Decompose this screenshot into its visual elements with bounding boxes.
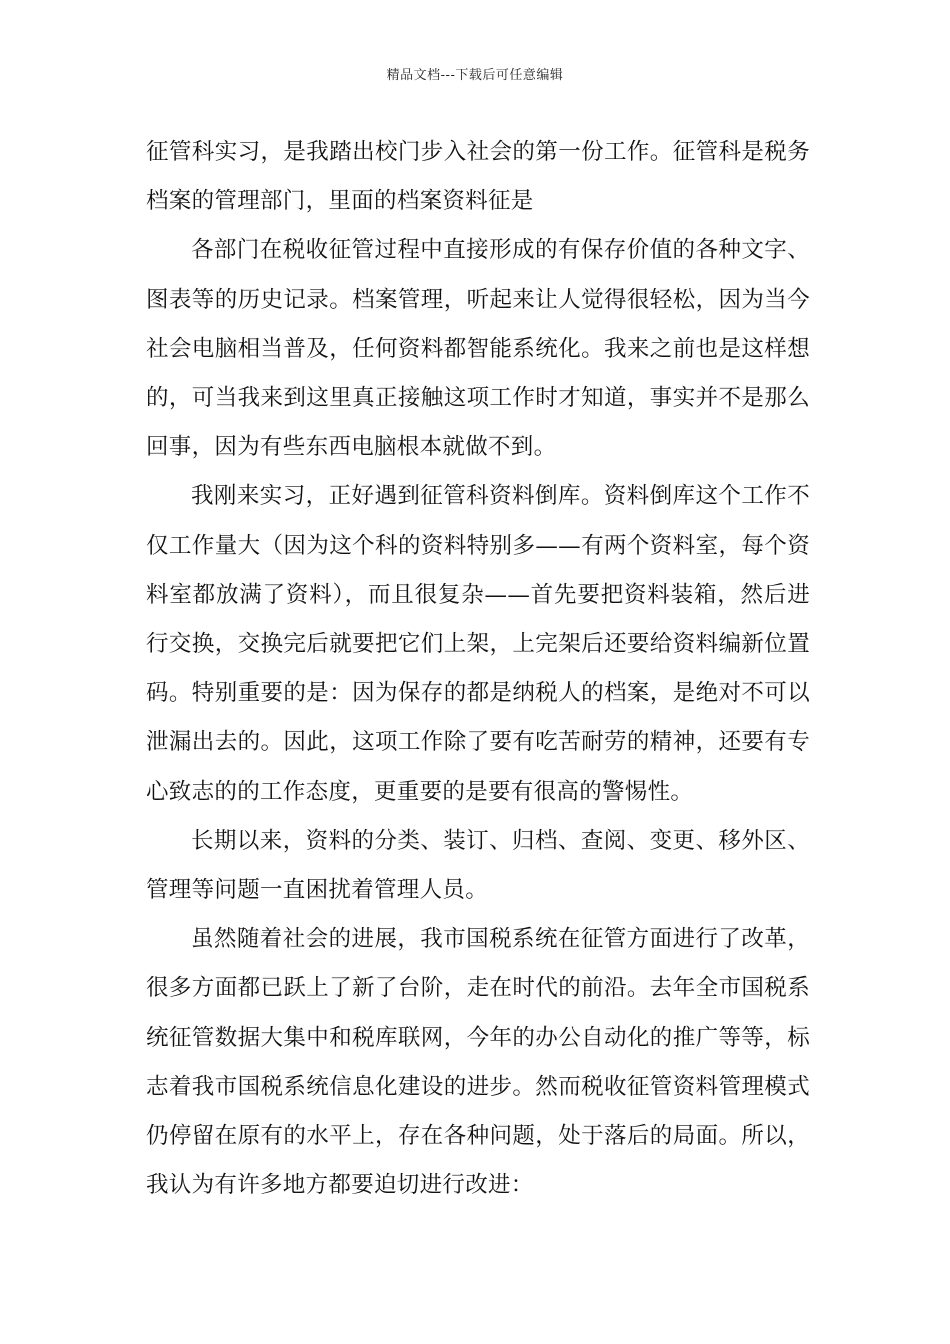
paragraph-3: 我刚来实习，正好遇到征管科资料倒库。资料倒库这个工作不仅工作量大（因为这个科的资料特别多——有两个资料室，每个资料室都放满了资料），而且很复杂——首先要把资料装箱，然后进行交换，交换完后就要把它们上架，上完架后还要给资料编新位置码。特别重要的是：因为保存的都是纳税人的档案，是绝对不可以泄漏出去的。因此，这项工作除了要有吃苦耐劳的精神，还要有专心致志的的工作态度，更重要的是要有很高的警惕性。 bbox=[146, 483, 810, 805]
paragraph-2: 各部门在税收征管过程中直接形成的有保存价值的各种文字、图表等的历史记录。档案管理，听起来让人觉得很轻松，因为当今社会电脑相当普及，任何资料都智能系统化。我来之前也是这样想的，可当我来到这里真正接触这项工作时才知道，事实并不是那么回事，因为有些东西电脑根本就做不到。 bbox=[146, 237, 810, 461]
page-header: 精品文档---下载后可任意编辑 bbox=[386, 68, 564, 83]
paragraph-4: 长期以来，资料的分类、装订、归档、查阅、变更、移外区、管理等问题一直困扰着管理人员。 bbox=[146, 827, 810, 904]
paragraph-5: 虽然随着社会的进展，我市国税系统在征管方面进行了改革，很多方面都已跃上了新了台阶，走在时代的前沿。去年全市国税系统征管数据大集中和税库联网，今年的办公自动化的推广等等，标志着我市国税系统信息化建设的进步。然而税收征管资料管理模式仍停留在原有的水平上，存在各种问题，处于落后的局面。所以，我认为有许多地方都要迫切进行改进： bbox=[146, 926, 810, 1199]
document-body bbox=[146, 128, 810, 1210]
paragraph-1: 征管科实习，是我踏出校门步入社会的第一份工作。征管科是税务档案的管理部门，里面的档案资料征是 bbox=[146, 139, 810, 215]
